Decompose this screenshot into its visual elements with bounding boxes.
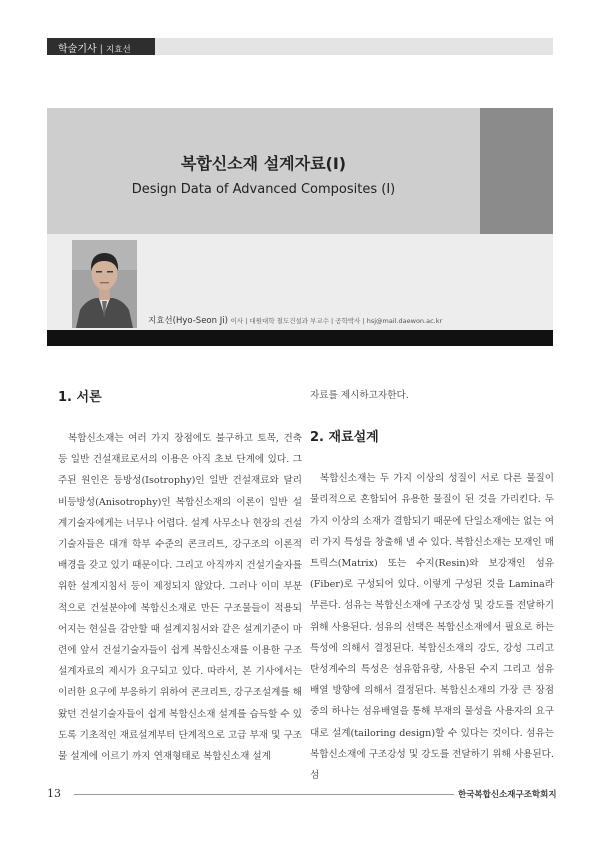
section-1-continuation: 자료를 제시하고자한다. <box>310 390 409 401</box>
page-number: 13 <box>47 787 61 800</box>
title-accent-bar <box>480 108 553 234</box>
header-category: 학술기사 <box>58 44 97 55</box>
header-light-block <box>155 38 553 55</box>
author-info <box>148 314 442 326</box>
left-column <box>58 386 302 767</box>
title-bottom-bar <box>47 330 553 346</box>
running-header <box>0 38 600 55</box>
author-name: 지효선(Hyo-Seon Ji) <box>148 316 228 326</box>
section-2-title: 2. 재료설계 <box>310 430 379 446</box>
section-1-title: 1. 서론 <box>58 390 102 405</box>
right-column <box>310 386 554 786</box>
article-title-korean: 복합신소재 설계자료(Ⅰ) <box>180 154 347 173</box>
article-title-english: Design Data of Advanced Composites (Ⅰ) <box>131 182 396 197</box>
section-1-paragraph: 복합신소재는 여러 가지 장점에도 불구하고 토목, 건축 등 일반 건설재료로서의 이용은 아직 초보 단계에 있다. 그 주된 원인은 등방성(Isotrophy)인 일반 건설재료와 달리 비등방성(Anisotrophy)인 복합신소재의 이론이 일반 설계기술자에게는 너무나 어렵다. 설계 사무소나 현장의 건설 기술자들은 대개 학부 수준의 콘크리트, 강구조의 이론적 배경을 갖고 있기 때문이다. 그리고 아직까지 건설기술자를 위한 설계지침서 등이 제정되지 않았다. 그러나 이미 부분적으로 건설분야에 복합신소재로 만든 구조물들이 적용되어지는 현실을 감안할 때 설계지침서와 같은 설계기준이 마련에 앞서 건설기술자들이 쉽게 복합신소재를 이용한 구조 설계자료의 제시가 요구되고 있다. 따라서, 본 기사에서는 이러한 요구에 부응하기 위하여 콘크리트, 강구조설계를 해왔던 건설기술자들이 쉽게 복합신소재 설계를 습득할 수 있도록 기초적인 재료설계부터 단계적으로 고급 부재 및 구조물 설계에 이르기 까지 연재형태로 복합신소재 설계 <box>58 433 302 763</box>
section-2-paragraph: 복합신소재는 두 가지 이상의 성질이 서로 다른 물질이 물리적으로 혼합되어 유용한 물질이 된 것을 가리킨다. 두 가지 이상의 소재가 결합되기 때문에 단일소재에는 없는 여러 가지 특성을 창출해 낼 수 있다. 복합신소재는 모재인 매트릭스(Matrix) 또는 수지(Resin)와 보강재인 섬유(Fiber)로 구성되어 있다. 이렇게 구성된 것을 Lamina라 부른다. 섬유는 복합신소재에 구조강성 및 강도를 전달하기 위해 사용된다. 섬유의 선택은 복합신소재에서 필요로 하는 특성에 의해서 결정된다. 복합신소재의 강도, 강성 그리고 탄성계수의 특성은 섬유함유량, 사용된 수지 그리고 섬유 배열 방향에 의해서 결정된다. 복합신소재의 가장 큰 장점중의 하나는 섬유배열을 통해 부재의 물성을 사용자의 요구대로 설계(tailoring design)할 수 있다는 것이다. 섬유는 복합신소재에 구조강성 및 강도를 전달하기 위해 사용된다. 섬 <box>310 473 554 782</box>
author-photo <box>72 240 137 328</box>
footer-rule <box>74 794 454 795</box>
header-author: 지효선 <box>106 45 131 55</box>
journal-name: 한국복합신소재구조학회지 <box>458 790 557 800</box>
author-portrait-image <box>72 240 137 328</box>
header-text: 학술기사 | 지효선 <box>58 44 131 55</box>
author-details: 이사 | 대원대학 철도건설과 부교수 | 공학박사 | hsj@mail.daewon.ac.kr <box>230 317 443 325</box>
